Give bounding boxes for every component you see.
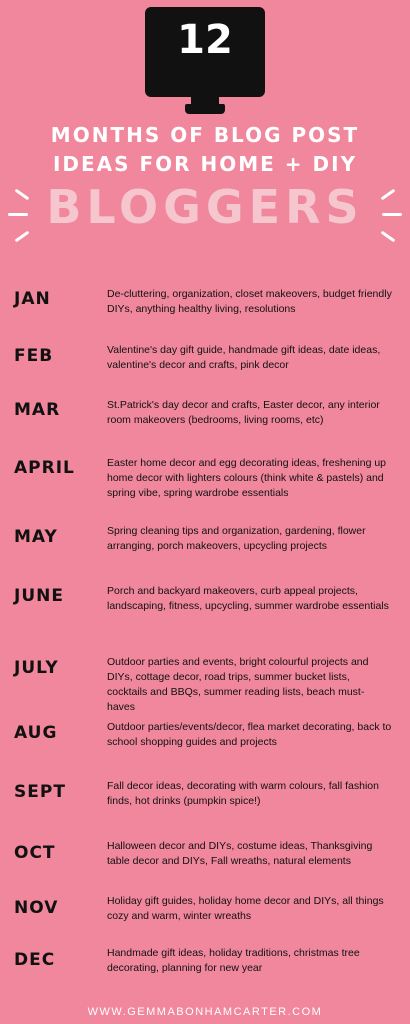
footer-url[interactable]: WWW.GEMMABONHAMCARTER.COM (87, 1006, 323, 1018)
title-line-2: IDEAS FOR HOME + DIY (52, 152, 358, 176)
month-name: JULY (14, 658, 59, 678)
month-name: OCT (14, 843, 56, 863)
month-name: JAN (14, 289, 51, 309)
month-ideas: Valentine's day gift guide, handmade gift ideas, date ideas, valentine's decor and crafts, pink decor (107, 344, 381, 371)
month-name: APRIL (14, 458, 75, 478)
month-name: MAY (14, 527, 58, 547)
month-name: SEPT (14, 782, 66, 802)
header-number: 12 (177, 17, 233, 63)
month-ideas: Handmade gift ideas, holiday traditions, christmas tree decorating, planning for new year (107, 947, 360, 974)
month-ideas: Easter home decor and egg decorating ideas, freshening up home decor with lighters colours (think white & pastels) and spring vibe, spring wardrobe essentials (107, 457, 387, 499)
month-ideas: Outdoor parties/events/decor, flea market decorating, back to school shopping guides and projects (107, 721, 392, 748)
computer-monitor-icon (145, 7, 265, 97)
title-line-1: MONTHS OF BLOG POST (50, 123, 360, 147)
month-name: AUG (14, 723, 58, 743)
monitor-base (185, 104, 225, 114)
month-name: MAR (14, 400, 61, 420)
month-ideas: De-cluttering, organization, closet makeovers, budget friendly DIYs, anything healthy living, resolutions (107, 288, 392, 315)
month-name: NOV (14, 898, 59, 918)
sparkle-line-right-mid (382, 213, 402, 216)
month-ideas: Holiday gift guides, holiday home decor and DIYs, all things cozy and warm, winter wreaths (107, 895, 384, 922)
title-bloggers: BLOGGERS (46, 180, 364, 234)
month-ideas: Fall decor ideas, decorating with warm colours, fall fashion finds, hot drinks (pumpkin spice!) (107, 780, 379, 807)
month-name: DEC (14, 950, 56, 970)
month-ideas: Halloween decor and DIYs, costume ideas, Thanksgiving table decor and DIYs, Fall wreaths, natural elements (107, 840, 373, 867)
month-ideas: Porch and backyard makeovers, curb appeal projects, landscaping, fitness, upcycling, summer wardrobe essentials (107, 585, 389, 612)
month-name: FEB (14, 346, 54, 366)
month-name: JUNE (14, 586, 64, 606)
month-ideas: Outdoor parties and events, bright colourful projects and DIYs, cottage decor, road trips, summer bucket lists, cocktails and BBQs, summer reading lists, beach must-haves (107, 656, 369, 713)
month-ideas: St.Patrick's day decor and crafts, Easter decor, any interior room makeovers (bedrooms, living rooms, etc) (107, 399, 380, 426)
month-ideas: Spring cleaning tips and organization, gardening, flower arranging, porch makeovers, upcycling projects (107, 525, 366, 552)
